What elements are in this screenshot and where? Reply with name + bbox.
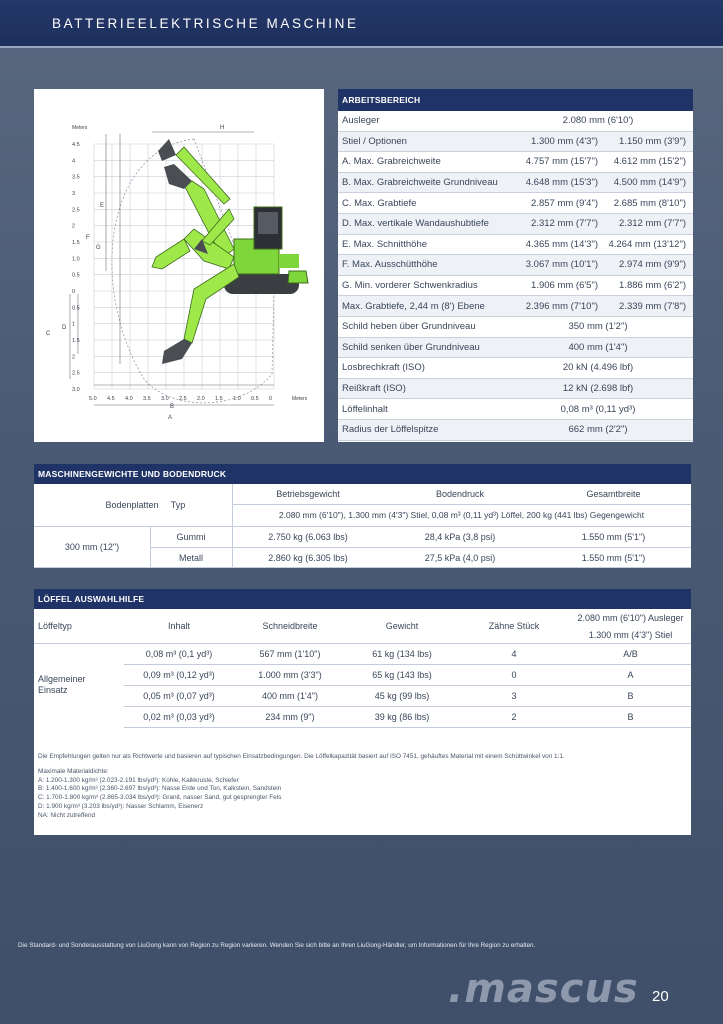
x-tick-label: 3.0 — [161, 396, 169, 402]
working-range-label: Reißkraft (ISO) — [342, 383, 406, 395]
working-range-row — [338, 173, 693, 194]
working-range-row — [338, 358, 693, 379]
working-range-row — [338, 235, 693, 256]
page-number: 20 — [652, 988, 669, 1005]
dim-label-d: D — [62, 325, 67, 331]
pressure-metall: 27,5 kPa (4,0 psi) — [424, 552, 496, 563]
bucket-cut-width: 1.000 mm (3'3") — [258, 669, 322, 680]
pressure-gummi: 28,4 kPa (3,8 psi) — [424, 531, 496, 542]
col-content: Inhalt — [167, 621, 191, 631]
weight-gummi: 2.750 kg (6.063 lbs) — [268, 531, 348, 542]
col-type-header: Typ — [170, 500, 186, 510]
y-tick-label: 3.5 — [72, 174, 80, 181]
x-tick-label: 3.5 — [143, 396, 151, 402]
x-tick-label: 1.0 — [233, 396, 241, 402]
working-range-value-stick-1: 1.300 mm (4'3") — [531, 135, 598, 147]
dim-label-f: F — [86, 235, 90, 241]
bucket-title: LÖFFEL AUSWAHLHILFE — [34, 589, 691, 609]
working-range-label: E. Max. Schnitthöhe — [342, 238, 428, 250]
col-teeth: Zähne Stück — [488, 621, 540, 631]
working-range-value-stick-2: 2.974 mm (9'9") — [619, 259, 686, 271]
excavator-diagram-svg — [34, 89, 324, 442]
working-range-value-stick-1: 4.648 mm (15'3") — [525, 177, 598, 189]
mascus-watermark: .mascus — [448, 966, 639, 1012]
x-tick-label: 5.0 — [89, 396, 97, 402]
bucket-rating: B — [627, 711, 634, 722]
density-legend-title: Maximale Materialdichte: — [38, 767, 109, 775]
col-bucket-weight: Gewicht — [385, 621, 419, 631]
bucket-content: 0,05 m³ (0,07 yd³) — [143, 690, 215, 701]
col-bucket-type: Löffeltyp — [38, 621, 72, 631]
bucket-cut-width: 400 mm (1'4") — [262, 690, 318, 701]
working-range-value: 2.080 mm (6'10') — [562, 115, 634, 127]
working-range-label: B. Max. Grabreichweite Grundniveau — [342, 177, 498, 189]
working-range-label: C. Max. Grabtiefe — [342, 197, 417, 209]
x-tick-label: 4.5 — [107, 396, 115, 402]
x-tick-label: 0 — [269, 396, 273, 402]
x-tick-label: 2.0 — [197, 396, 205, 402]
working-range-value-stick-2: 4.264 mm (13'12") — [608, 238, 686, 250]
working-range-row — [338, 111, 693, 132]
x-unit-label: Meters — [292, 396, 308, 402]
working-range-label: Losbrechkraft (ISO) — [342, 362, 425, 374]
x-tick-label: 4.0 — [125, 396, 133, 402]
x-tick-label: 1.5 — [215, 396, 223, 402]
y-tick-label: 3 — [72, 191, 76, 197]
density-legend-b: B: 1.400-1.600 kg/m³ (2.360-2.697 lbs/yd³): Nasse Erde und Ton, Kalkstein, Sandstein — [38, 785, 282, 793]
working-range-value: 0,08 m³ (0,11 yd³) — [560, 403, 636, 415]
working-range-value-stick-2: 4.500 mm (14'9") — [613, 177, 686, 189]
pad-size: 300 mm (12") — [64, 542, 120, 552]
bucket-teeth: 4 — [511, 648, 517, 659]
col-width-header: Gesamtbreite — [586, 489, 641, 499]
working-range-label: Schild heben über Grundniveau — [342, 321, 476, 333]
working-range-title: ARBEITSBEREICH — [338, 89, 693, 111]
bucket-teeth: 0 — [511, 669, 517, 680]
bucket-weight: 65 kg (143 lbs) — [372, 669, 432, 680]
density-legend-a: A: 1.200-1.300 kg/m³ (2.023-2.191 lbs/yd³): Kohle, Kalkkruste, Schiefer — [38, 776, 239, 784]
bucket-notes — [34, 749, 691, 821]
bucket-teeth: 3 — [511, 690, 517, 701]
working-range-label: Max. Grabtiefe, 2,44 m (8') Ebene — [342, 300, 485, 312]
y-tick-label: 3.0 — [72, 387, 80, 393]
weight-metall: 2.860 kg (6.305 lbs) — [268, 552, 348, 563]
working-range-row — [338, 338, 693, 359]
y-tick-label: 4.5 — [72, 142, 80, 148]
working-range-value-stick-1: 2.396 mm (7'10") — [525, 300, 598, 312]
col-weight-header: Betriebsgewicht — [276, 489, 340, 499]
dim-label-c: C — [46, 331, 51, 337]
bucket-rating: B — [627, 690, 634, 701]
y-tick-label: 4 — [72, 158, 76, 165]
bucket-teeth: 2 — [511, 711, 517, 722]
x-tick-label: 2.5 — [179, 396, 187, 402]
weights-table — [34, 464, 691, 568]
bucket-rating: A — [627, 669, 634, 680]
working-range-value-stick-1: 3.067 mm (10'1") — [525, 259, 598, 271]
bucket-cut-width: 567 mm (1'10") — [259, 648, 321, 659]
header-bar — [0, 0, 723, 48]
working-range-value: 662 mm (2'2") — [568, 424, 628, 436]
col-stick: 1.300 mm (4'3") Stiel — [588, 629, 673, 640]
working-range-diagram — [34, 89, 324, 442]
working-range-label: Stiel / Optionen — [342, 135, 407, 147]
working-range-value: 12 kN (2.698 lbf) — [562, 383, 634, 395]
bucket-weight: 61 kg (134 lbs) — [372, 648, 432, 659]
y-unit-label: Meters — [72, 125, 88, 131]
bucket-cut-width: 234 mm (9") — [265, 711, 315, 722]
weights-grid — [34, 484, 691, 568]
y-tick-label: 2.5 — [72, 207, 80, 214]
bucket-table — [34, 589, 691, 835]
working-range-rows — [338, 111, 693, 441]
working-range-label: G. Min. vorderer Schwenkradius — [342, 280, 478, 292]
density-legend-d: D: 1.900 kg/m³ (3.203 lbs/yd³): Nasser Schlamm, Eisenerz — [38, 802, 204, 810]
type-gummi: Gummi — [176, 531, 206, 542]
x-tick-label: 0.5 — [251, 396, 259, 402]
type-metall: Metall — [178, 552, 203, 563]
bucket-note: Die Empfehlungen gelten nur als Richtwerte und basieren auf typischen Einsatzbedingungen. Die Löffelkapazität basiert auf ISO 7451, gehäuftes Material mit einem Schüttwinkel von 1:1. — [38, 753, 565, 760]
working-range-value-stick-2: 2.312 mm (7'7") — [619, 218, 686, 230]
working-range-row — [338, 317, 693, 338]
col-pads-header: Bodenplatten — [105, 500, 159, 510]
weights-title: MASCHINENGEWICHTE UND BODENDRUCK — [34, 464, 691, 484]
bucket-rating: A/B — [623, 648, 638, 659]
density-legend-c: C: 1.700-1.800 kg/m³ (2.865-3.034 lbs/yd³): Granit, nasser Sand, gut gesprengter Fels — [38, 794, 282, 802]
working-range-value-stick-2: 2.685 mm (8'10") — [613, 197, 686, 209]
working-range-label: Ausleger — [342, 115, 380, 127]
working-range-label: F. Max. Ausschütthöhe — [342, 259, 438, 271]
col-boom: 2.080 mm (6'10") Ausleger — [577, 612, 684, 623]
bucket-content: 0,08 m³ (0,1 yd³) — [145, 648, 213, 659]
dim-label-g: G — [96, 245, 101, 251]
working-range-row — [338, 152, 693, 173]
footer-note: Die Standard- und Sonderausstattung von LiuGong kann von Region zu Region variieren. Wenden Sie sich bitte an Ihren LiuGong-Händler, um Informationen für Ihre Region zu erhalten. — [18, 942, 536, 949]
working-range-value-stick-2: 2.339 mm (7'8") — [619, 300, 686, 312]
working-range-value-stick-1: 1.906 mm (6'5") — [531, 280, 598, 292]
density-legend-na: NA: Nicht zutreffend — [38, 811, 96, 819]
working-range-row — [338, 379, 693, 400]
y-tick-label: 0.5 — [72, 305, 80, 312]
working-range-row — [338, 132, 693, 153]
working-range-label: D. Max. vertikale Wandaushubtiefe — [342, 218, 489, 230]
col-cut-width: Schneidbreite — [262, 621, 318, 631]
config-note: 2.080 mm (6'10"), 1.300 mm (4'3") Stiel, 0,08 m³ (0,11 yd³) Löffel, 200 kg (441 lbs) Gegengewicht — [278, 510, 645, 520]
working-range-value-stick-1: 4.365 mm (14'3") — [525, 238, 598, 250]
working-range-value: 400 mm (1'4") — [568, 341, 628, 353]
working-range-value-stick-2: 1.886 mm (6'2") — [619, 280, 686, 292]
working-range-value-stick-2: 4.612 mm (15'2") — [613, 156, 686, 168]
y-tick-label: 1.5 — [72, 338, 80, 344]
working-range-label: Schild senken über Grundniveau — [342, 341, 480, 353]
y-tick-label: 1 — [72, 321, 76, 328]
working-range-label: Löffelinhalt — [342, 403, 388, 415]
bucket-grid — [34, 609, 691, 749]
y-tick-label: 2.5 — [72, 370, 80, 377]
working-range-label: Radius der Löffelspitze — [342, 424, 439, 436]
working-range-value: 350 mm (1'2") — [568, 321, 628, 333]
working-range-row — [338, 193, 693, 214]
dim-label-e: E — [100, 203, 105, 209]
working-range-value-stick-2: 1.150 mm (3'9") — [619, 135, 686, 147]
working-range-row — [338, 214, 693, 235]
y-tick-label: 0.5 — [72, 272, 80, 279]
dim-label-h: H — [220, 125, 225, 131]
dim-label-a: A — [168, 415, 173, 421]
y-tick-label: 0 — [72, 289, 76, 295]
y-tick-label: 1.5 — [72, 240, 80, 246]
working-range-label: A. Max. Grabreichweite — [342, 156, 441, 168]
y-tick-label: 2 — [72, 223, 76, 230]
bucket-weight: 45 kg (99 lbs) — [374, 690, 430, 701]
col-pressure-header: Bodendruck — [435, 489, 485, 499]
y-tick-label: 1.0 — [72, 256, 80, 263]
bucket-weight: 39 kg (86 lbs) — [374, 711, 430, 722]
working-range-row — [338, 296, 693, 317]
working-range-row — [338, 420, 693, 441]
width-metall: 1.550 mm (5'1") — [581, 552, 646, 563]
width-gummi: 1.550 mm (5'1") — [581, 531, 646, 542]
bucket-content: 0,09 m³ (0,12 yd³) — [143, 669, 215, 680]
bucket-content: 0,02 m³ (0,03 yd³) — [143, 711, 215, 722]
working-range-row — [338, 399, 693, 420]
working-range-value-stick-1: 4.757 mm (15'7") — [525, 156, 598, 168]
bucket-type-label: Allgemeiner Einsatz — [38, 674, 86, 695]
working-range-row — [338, 276, 693, 297]
page-title: BATTERIEELEKTRISCHE MASCHINE — [52, 16, 359, 31]
working-range-value-stick-1: 2.857 mm (9'4") — [531, 197, 598, 209]
dim-label-b: B — [170, 404, 175, 410]
working-range-value-stick-1: 2.312 mm (7'7") — [531, 218, 598, 230]
y-tick-label: 2 — [72, 354, 76, 361]
working-range-table — [338, 89, 693, 442]
excavator-drawing — [152, 139, 308, 364]
working-range-value: 20 kN (4.496 lbf) — [562, 362, 634, 374]
working-range-row — [338, 255, 693, 276]
